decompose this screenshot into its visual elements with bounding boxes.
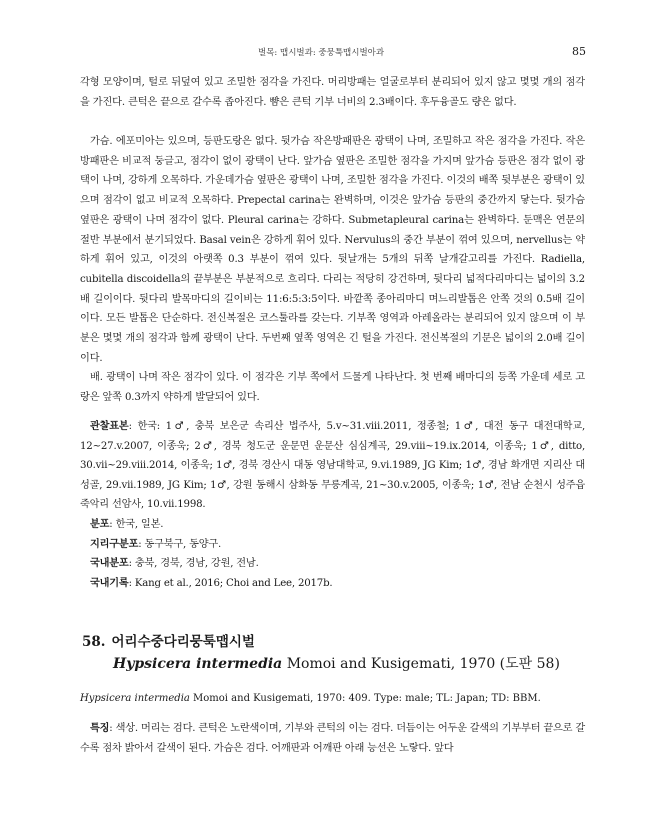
abdomen-paragraph: 배. 광택이 나며 작은 점각이 있다. 이 점각은 기부 쪽에서 드물게 나타난다. 첫 번째 배마디의 등쪽 가운데 세로 고랑은 앞쪽 0.3까지 약하게 발달되어 있다. <box>80 372 585 403</box>
zoogeographic-distribution <box>80 535 585 555</box>
features-paragraph <box>80 718 585 759</box>
record-label: 국내기록 <box>90 576 129 589</box>
page-header <box>0 46 652 62</box>
zoogeo-text: : 동구북구, 동양구. <box>138 538 222 550</box>
running-title: 벌목: 맵시벌과: 중뭉툭맵시벌아과 <box>258 48 385 58</box>
species-heading <box>82 630 587 650</box>
species-binomial: Hypsicera intermedia <box>113 656 283 672</box>
description-thorax <box>80 132 585 368</box>
examined-material <box>80 417 585 515</box>
distribution-label: 분포 <box>90 517 110 530</box>
species-scientific-name <box>113 653 560 673</box>
domestic-distribution <box>80 554 585 574</box>
species-number: 58. <box>82 634 106 650</box>
features-text: : 색상. 머리는 검다. 큰턱은 노란색이며, 기부와 큰턱의 이는 검다. 더듬이는 어두운 갈색의 기부부터 끝으로 갈수록 점차 밝아서 갈색이 된다. 가슴은 검다. 어깨판과 어깨판 아래 능선은 노랗다. 앞다 <box>80 723 585 754</box>
record-text: : Kang et al., 2016; Choi and Lee, 2017b. <box>128 577 333 589</box>
distribution <box>80 515 585 535</box>
domestic-text: : 충북, 경북, 경남, 강원, 전남. <box>128 558 259 570</box>
features-label: 특징 <box>90 722 110 734</box>
domestic-label: 국내분포 <box>90 557 129 570</box>
specimen-records <box>80 417 585 593</box>
species-korean-name: 어리수중다리뭉툭맵시벌 <box>111 634 255 650</box>
examined-label: 관찰표본 <box>90 420 129 432</box>
thorax-paragraph: 가슴. 에포미아는 있으며, 등판도랑은 없다. 뒷가슴 작은방패판은 광택이 나며, 조밀하고 작은 점각을 가진다. 작은방패판은 비교적 둥글고, 점각이 없이 광택이 난다. 앞가슴 옆판은 조밀한 점각을 가지며 앞가슴 등판은 점각 없이 광택이 나며, 강하게 오목하다. 가운데가슴 옆판은 광택이 나며, 조밀한 점각을 가진다. 이것의 배쪽 뒷부분은 광택이 있으며 점각이 없고 비교적 오목하다. Prepectal carina는 완벽하며, 이것은 앞가슴 등판의 중간까지 닿는다. 뒷가슴 옆판은 광택이 나며 점각이 없다. Pleural carina는 강하다. Submetapleural carina는 완벽하다. 둔맥은 연문의 절반 부분에서 분기되었다. Basal vein은 강하게 휘어 있다. Nervulus의 중간 부분이 꺾여 있으며, nervellus는 약하게 휘어 있고, 이것의 아랫쪽 0.3 부분이 꺾여 있다. 뒷날개는 5개의 뒤쪽 날개갈고리를 가진다. Radiella, cubitella discoidella의 끝부분은 부분적으로 흐리다. 다리는 적당히 강건하며, 뒷다리 넓적다리마디는 넓이의 3.2배 길이이다. 뒷다리 발목마디의 길이비는 11:6:5:3:5이다. 바깥쪽 종아리마디 며느리발톱은 안쪽 것의 0.5배 길이이다. 모든 발톱은 단순하다. 전신복절은 코스툴라를 갖는다. 기부쪽 영역과 아레올라는 분리되어 있지 않으며 이 부분은 몇몇 개의 점각과 함께 광택이 난다. 두번째 옆쪽 영역은 긴 털을 가진다. 전신복절의 기문은 넓이의 2.0배 길이이다. <box>80 136 585 364</box>
zoogeo-label: 지리구분포 <box>90 537 139 550</box>
citation-text: Momoi and Kusigemati, 1970: 409. Type: male; TL: Japan; TD: BBM. <box>193 693 541 704</box>
distribution-text: : 한국, 일본. <box>109 518 164 530</box>
species-authority: Momoi and Kusigemati, 1970 (도판 58) <box>286 656 560 672</box>
domestic-records <box>80 574 585 594</box>
original-citation <box>80 693 541 704</box>
head-paragraph: 각형 모양이며, 털로 뒤덮여 있고 조밀한 점각을 가진다. 머리방패는 얼굴로부터 분리되어 있지 않고 몇몇 개의 점각을 가진다. 큰턱은 끝으로 갈수록 좁아진다. 뺨은 큰턱 기부 너비의 2.3배이다. 후두융골도 량은 없다. <box>80 77 585 108</box>
description-head-continued <box>80 73 585 112</box>
description-abdomen <box>80 368 585 407</box>
page-number: 85 <box>572 45 586 58</box>
citation-taxon: Hypsicera intermedia <box>80 693 190 704</box>
examined-text: : 한국: 1♂, 충북 보은군 속리산 법주사, 5.v~31.viii.2011, 정종철; 1♂, 대전 동구 대전대학교, 12~27.v.2007, 이종욱; 2♂, 경북 청도군 운문면 운문산 심심계곡, 29.viii~19.ix.2014, 이종욱; 1♂, ditto, 30.vii~29.viii.2014, 이종욱; 1♂, 경북 경산시 대동 영남대학교, 9.vi.1989, JG Kim; 1♂, 경남 화개면 지리산 대성골, 29.vii.1989, JG Kim; 1♂, 강원 동해시 삼화동 무릉계곡, 21~30.v.2005, 이종욱; 1♂, 전남 순천시 성주읍 죽악리 선암사, 10.vii.1998. <box>80 421 585 511</box>
